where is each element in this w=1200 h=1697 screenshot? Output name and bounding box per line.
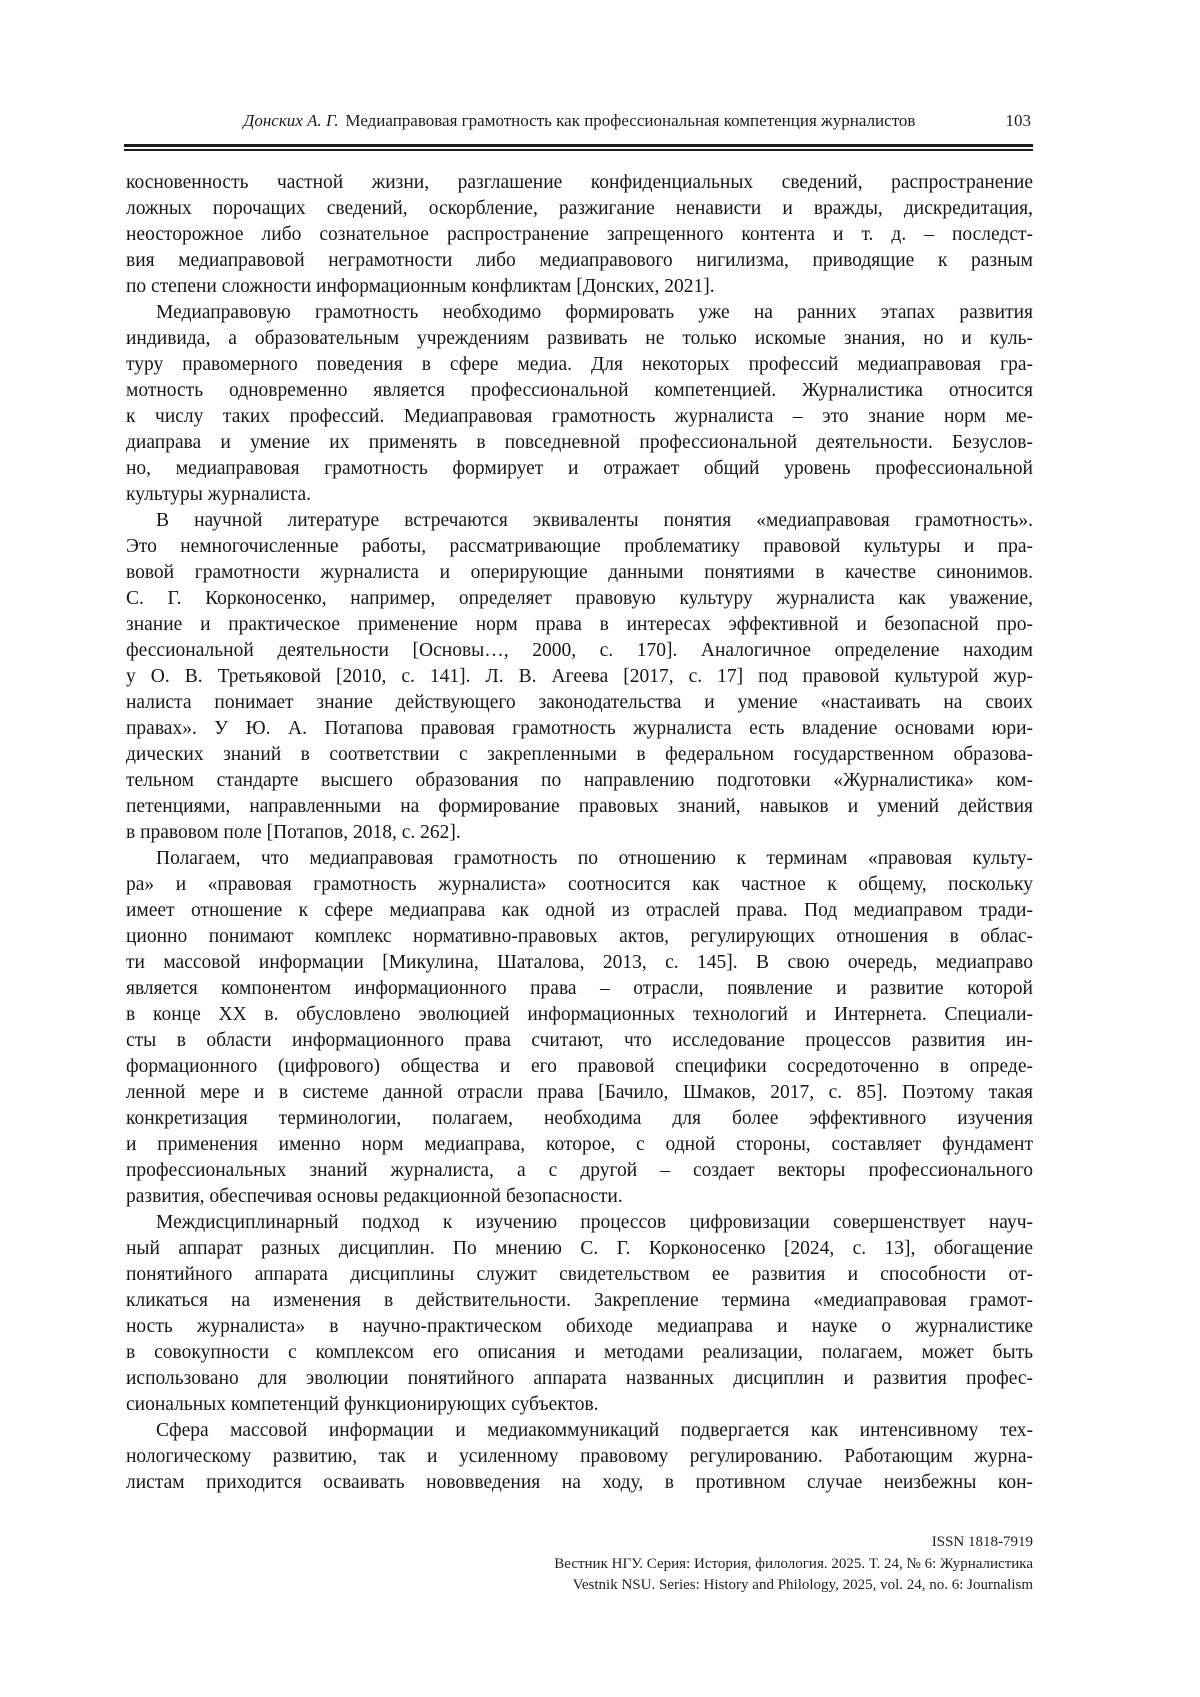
text-line: в правовом поле [Потапов, 2018, с. 262].	[126, 822, 461, 843]
text-line: Сфера массовой информации и медиакоммуникаций подвергается как интенсивному тех-	[156, 1420, 1033, 1441]
text-line: петенциями, направленными на формирование правовых знаний, навыков и умений действия	[126, 796, 1033, 817]
text-line: в конце XX в. обусловлено эволюцией информационных технологий и Интернета. Специали-	[126, 1004, 1033, 1025]
footer-journal-ru: Вестник НГУ. Серия: История, филология. 2025. Т. 24, № 6: Журналистика	[554, 1555, 1033, 1572]
text-line: Междисциплинарный подход к изучению процессов цифровизации совершенствует науч-	[156, 1212, 1033, 1233]
text-line: знание и практическое применение норм права в интересах эффективной и безопасной про-	[126, 614, 1033, 635]
text-line: косновенность частной жизни, разглашение конфиденциальных сведений, распространение	[126, 172, 1033, 193]
text-line: правах». У Ю. А. Потапова правовая грамотность журналиста есть владение основами юри-	[126, 718, 1033, 739]
text-line: но, медиаправовая грамотность формирует и отражает общий уровень профессиональной	[126, 458, 1033, 479]
text-line: сты в области информационного права считают, что исследование процессов развития ин-	[126, 1030, 1033, 1051]
text-line: ный аппарат разных дисциплин. По мнению С. Г. Корконосенко [2024, с. 13], обогащение	[126, 1238, 1033, 1259]
text-line: туру правомерного поведения в сфере медиа. Для некоторых профессий медиаправовая гра-	[126, 354, 1033, 375]
text-line: конкретизация терминологии, полагаем, необходима для более эффективного изучения	[126, 1108, 1033, 1129]
text-line: Это немногочисленные работы, рассматривающие проблематику правовой культуры и пра-	[126, 536, 1033, 557]
text-line: использовано для эволюции понятийного аппарата названных дисциплин и развития профес-	[126, 1368, 1033, 1389]
text-line: понятийного аппарата дисциплины служит свидетельством ее развития и способности от-	[126, 1264, 1033, 1285]
text-line: по степени сложности информационным конфликтам [Донских, 2021].	[126, 276, 715, 297]
text-line: в совокупности с комплексом его описания и методами реализации, полагаем, может быть	[126, 1342, 1033, 1363]
text-line: кликаться на изменения в действительности. Закрепление термина «медиаправовая грамот-	[126, 1290, 1033, 1311]
running-head-title: Медиаправовая грамотность как профессиональная компетенция журналистов	[345, 111, 916, 130]
text-line: профессиональных знаний журналиста, а с другой – создает векторы профессионального	[126, 1160, 1033, 1181]
text-line: является компонентом информационного права – отрасли, появление и развитие которой	[126, 978, 1033, 999]
text-line: ра» и «правовая грамотность журналиста» соотносится как частное к общему, поскольку	[126, 874, 1033, 895]
text-line: ность журналиста» в научно-практическом обиходе медиаправа и науке о журналистике	[126, 1316, 1033, 1337]
text-line: вовой грамотности журналиста и оперирующие данными понятиями в качестве синонимов.	[126, 562, 1033, 583]
text-line: ционно понимают комплекс нормативно-правовых актов, регулирующих отношения в облас-	[126, 926, 1033, 947]
text-line: и применения именно норм медиаправа, которое, с одной стороны, составляет фундамент	[126, 1134, 1033, 1155]
text-line: тельном стандарте высшего образования по направлению подготовки «Журналистика» ком-	[126, 770, 1033, 791]
running-head-author: Донских А. Г.	[243, 111, 339, 130]
text-line: Полагаем, что медиаправовая грамотность по отношению к терминам «правовая культу-	[156, 848, 1033, 869]
text-line: ленной мере и в системе данной отрасли права [Бачило, Шмаков, 2017, с. 85]. Поэтому такая	[126, 1082, 1033, 1103]
text-line: ложных порочащих сведений, оскорбление, разжигание ненависти и вражды, дискредитация,	[126, 198, 1033, 219]
text-line: формационного (цифрового) общества и его правовой специфики сосредоточенно в опреде-	[126, 1056, 1033, 1077]
text-line: сиональных компетенций функционирующих субъектов.	[126, 1394, 599, 1415]
text-line: вия медиаправовой неграмотности либо медиаправового нигилизма, приводящие к разным	[126, 250, 1033, 271]
text-line: культуры журналиста.	[126, 484, 312, 505]
page-footer	[554, 1532, 1033, 1597]
text-line: нологическому развитию, так и усиленному правовому регулированию. Работающим журна-	[126, 1446, 1033, 1467]
text-line: диаправа и умение их применять в повседневной профессиональной деятельности. Безуслов-	[126, 432, 1033, 453]
text-line: фессиональной деятельности [Основы…, 2000, с. 170]. Аналогичное определение находим	[126, 640, 1033, 661]
running-head	[126, 110, 1033, 132]
text-line: к числу таких профессий. Медиаправовая грамотность журналиста – это знание норм ме-	[126, 406, 1033, 427]
header-divider	[124, 144, 1033, 151]
text-line: мотность одновременно является профессиональной компетенцией. Журналистика относится	[126, 380, 1033, 401]
text-line: дических знаний в соответствии с закрепленными в федеральном государственном образова-	[126, 744, 1033, 765]
text-line: Медиаправовую грамотность необходимо формировать уже на ранних этапах развития	[156, 302, 1033, 323]
page-number: 103	[1005, 111, 1031, 130]
text-line: В научной литературе встречаются эквиваленты понятия «медиаправовая грамотность».	[156, 510, 1033, 531]
text-line: имеет отношение к сфере медиаправа как одной из отраслей права. Под медиаправом тради-	[126, 900, 1033, 921]
footer-issn: ISSN 1818-7919	[931, 1534, 1033, 1550]
text-line: С. Г. Корконосенко, например, определяет правовую культуру журналиста как уважение,	[126, 588, 1033, 609]
text-line: индивида, а образовательным учреждениям развивать не только искомые знания, но и куль-	[126, 328, 1033, 349]
footer-journal-en: Vestnik NSU. Series: History and Philology, 2025, vol. 24, no. 6: Journalism	[572, 1577, 1033, 1593]
text-line: налиста понимает знание действующего законодательства и умение «настаивать на своих	[126, 692, 1033, 713]
article-body	[126, 170, 1033, 1496]
text-line: листам приходится осваивать нововведения на ходу, в противном случае неизбежны кон-	[126, 1472, 1033, 1493]
text-line: неосторожное либо сознательное распространение запрещенного контента и т. д. – последст-	[126, 224, 1033, 245]
text-line: ти массовой информации [Микулина, Шаталова, 2013, с. 145]. В свою очередь, медиаправо	[126, 952, 1033, 973]
text-line: у О. В. Третьяковой [2010, с. 141]. Л. В. Агеева [2017, с. 17] под правовой культурой жур-	[126, 666, 1033, 687]
text-line: развития, обеспечивая основы редакционной безопасности.	[126, 1186, 623, 1207]
